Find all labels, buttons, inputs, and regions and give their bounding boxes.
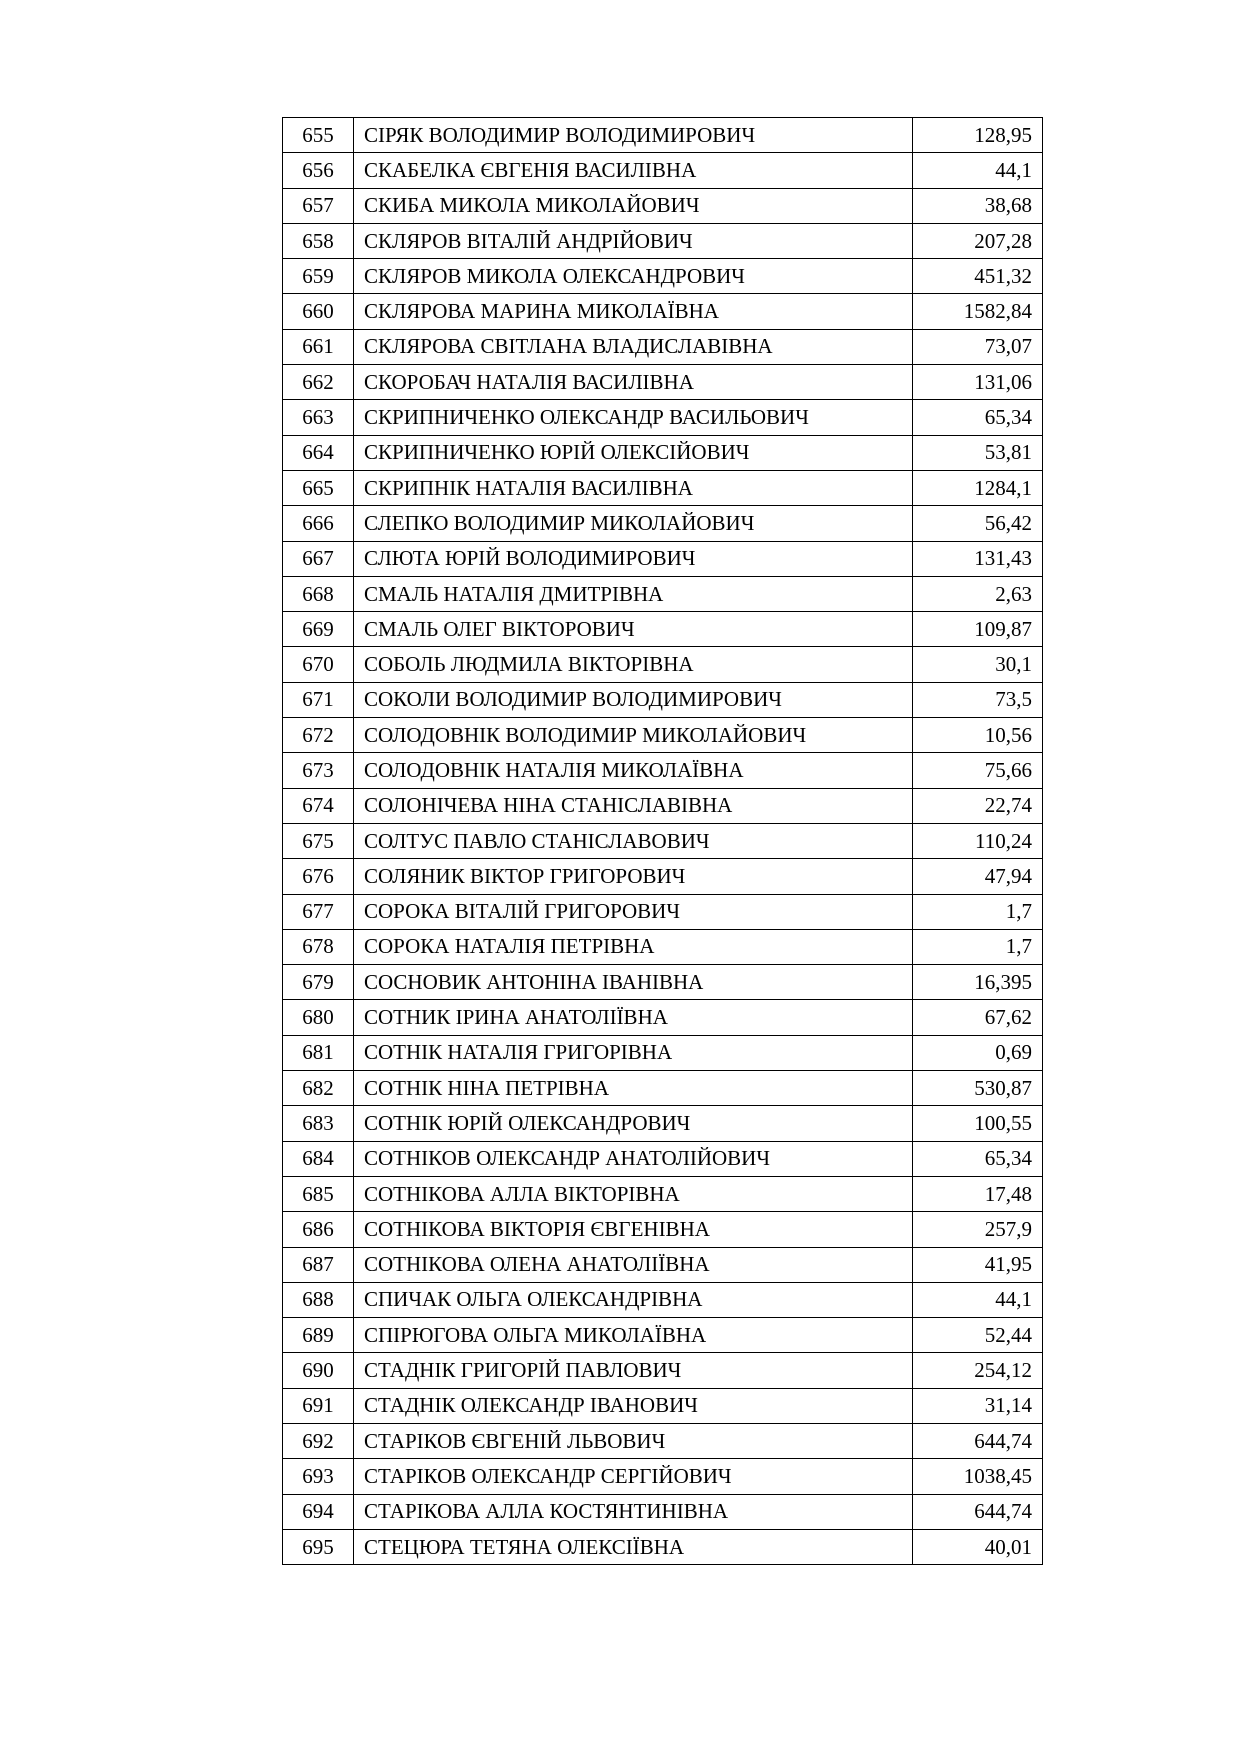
table-row	[283, 1459, 1043, 1494]
table-row	[283, 1247, 1043, 1282]
row-number-cell: 695	[283, 1529, 354, 1564]
amount-cell: 56,42	[913, 506, 1043, 541]
row-number-cell: 685	[283, 1176, 354, 1211]
table-row	[283, 1106, 1043, 1141]
table-row	[283, 188, 1043, 223]
records-table-body	[283, 118, 1043, 1565]
full-name-cell: СОТНИК ІРИНА АНАТОЛІЇВНА	[354, 1000, 913, 1035]
full-name-cell: СКОРОБАЧ НАТАЛІЯ ВАСИЛІВНА	[354, 365, 913, 400]
row-number-cell: 674	[283, 788, 354, 823]
amount-cell: 0,69	[913, 1035, 1043, 1070]
table-row	[283, 470, 1043, 505]
full-name-cell: СОСНОВИК АНТОНІНА ІВАНІВНА	[354, 965, 913, 1000]
amount-cell: 67,62	[913, 1000, 1043, 1035]
row-number-cell: 690	[283, 1353, 354, 1388]
table-row	[283, 894, 1043, 929]
row-number-cell: 673	[283, 753, 354, 788]
amount-cell: 40,01	[913, 1529, 1043, 1564]
row-number-cell: 682	[283, 1071, 354, 1106]
table-row	[283, 118, 1043, 153]
table-row	[283, 753, 1043, 788]
table-row	[283, 929, 1043, 964]
row-number-cell: 672	[283, 718, 354, 753]
row-number-cell: 679	[283, 965, 354, 1000]
row-number-cell: 676	[283, 859, 354, 894]
full-name-cell: СКИБА МИКОЛА МИКОЛАЙОВИЧ	[354, 188, 913, 223]
table-row	[283, 1318, 1043, 1353]
records-table	[282, 117, 1043, 1565]
row-number-cell: 678	[283, 929, 354, 964]
amount-cell: 131,06	[913, 365, 1043, 400]
row-number-cell: 669	[283, 612, 354, 647]
row-number-cell: 665	[283, 470, 354, 505]
table-row	[283, 435, 1043, 470]
full-name-cell: СОТНІК НІНА ПЕТРІВНА	[354, 1071, 913, 1106]
row-number-cell: 660	[283, 294, 354, 329]
row-number-cell: 684	[283, 1141, 354, 1176]
full-name-cell: СОТНІК ЮРІЙ ОЛЕКСАНДРОВИЧ	[354, 1106, 913, 1141]
full-name-cell: СПИЧАК ОЛЬГА ОЛЕКСАНДРІВНА	[354, 1282, 913, 1317]
table-row	[283, 576, 1043, 611]
full-name-cell: СОКОЛИ ВОЛОДИМИР ВОЛОДИМИРОВИЧ	[354, 682, 913, 717]
full-name-cell: СЛЕПКО ВОЛОДИМИР МИКОЛАЙОВИЧ	[354, 506, 913, 541]
row-number-cell: 655	[283, 118, 354, 153]
table-row	[283, 1494, 1043, 1529]
row-number-cell: 680	[283, 1000, 354, 1035]
full-name-cell: СОРОКА НАТАЛІЯ ПЕТРІВНА	[354, 929, 913, 964]
full-name-cell: СТАДНІК ГРИГОРІЙ ПАВЛОВИЧ	[354, 1353, 913, 1388]
amount-cell: 44,1	[913, 1282, 1043, 1317]
table-row	[283, 682, 1043, 717]
row-number-cell: 693	[283, 1459, 354, 1494]
amount-cell: 38,68	[913, 188, 1043, 223]
table-row	[283, 259, 1043, 294]
table-row	[283, 1529, 1043, 1564]
full-name-cell: СОБОЛЬ ЛЮДМИЛА ВІКТОРІВНА	[354, 647, 913, 682]
table-row	[283, 541, 1043, 576]
row-number-cell: 671	[283, 682, 354, 717]
row-number-cell: 691	[283, 1388, 354, 1423]
row-number-cell: 657	[283, 188, 354, 223]
row-number-cell: 677	[283, 894, 354, 929]
row-number-cell: 688	[283, 1282, 354, 1317]
table-row	[283, 1176, 1043, 1211]
amount-cell: 207,28	[913, 223, 1043, 258]
table-row	[283, 365, 1043, 400]
row-number-cell: 664	[283, 435, 354, 470]
row-number-cell: 692	[283, 1423, 354, 1458]
table-row	[283, 718, 1043, 753]
full-name-cell: СОЛОДОВНІК ВОЛОДИМИР МИКОЛАЙОВИЧ	[354, 718, 913, 753]
amount-cell: 65,34	[913, 1141, 1043, 1176]
amount-cell: 73,5	[913, 682, 1043, 717]
amount-cell: 1,7	[913, 894, 1043, 929]
table-row	[283, 1212, 1043, 1247]
full-name-cell: СОЛЯНИК ВІКТОР ГРИГОРОВИЧ	[354, 859, 913, 894]
amount-cell: 451,32	[913, 259, 1043, 294]
full-name-cell: СОТНІКОВА АЛЛА ВІКТОРІВНА	[354, 1176, 913, 1211]
full-name-cell: СОТНІК НАТАЛІЯ ГРИГОРІВНА	[354, 1035, 913, 1070]
row-number-cell: 687	[283, 1247, 354, 1282]
row-number-cell: 661	[283, 329, 354, 364]
full-name-cell: СПІРЮГОВА ОЛЬГА МИКОЛАЇВНА	[354, 1318, 913, 1353]
amount-cell: 1582,84	[913, 294, 1043, 329]
table-row	[283, 1141, 1043, 1176]
full-name-cell: СТАРІКОВ ОЛЕКСАНДР СЕРГІЙОВИЧ	[354, 1459, 913, 1494]
amount-cell: 17,48	[913, 1176, 1043, 1211]
table-row	[283, 153, 1043, 188]
amount-cell: 73,07	[913, 329, 1043, 364]
table-row	[283, 965, 1043, 1000]
amount-cell: 47,94	[913, 859, 1043, 894]
table-row	[283, 223, 1043, 258]
full-name-cell: СКРИПНИЧЕНКО ЮРІЙ ОЛЕКСІЙОВИЧ	[354, 435, 913, 470]
amount-cell: 52,44	[913, 1318, 1043, 1353]
row-number-cell: 667	[283, 541, 354, 576]
full-name-cell: СКЛЯРОВ МИКОЛА ОЛЕКСАНДРОВИЧ	[354, 259, 913, 294]
row-number-cell: 670	[283, 647, 354, 682]
amount-cell: 257,9	[913, 1212, 1043, 1247]
full-name-cell: СКЛЯРОВ ВІТАЛІЙ АНДРІЙОВИЧ	[354, 223, 913, 258]
amount-cell: 10,56	[913, 718, 1043, 753]
full-name-cell: СЛЮТА ЮРІЙ ВОЛОДИМИРОВИЧ	[354, 541, 913, 576]
table-row	[283, 1282, 1043, 1317]
full-name-cell: СІРЯК ВОЛОДИМИР ВОЛОДИМИРОВИЧ	[354, 118, 913, 153]
amount-cell: 1284,1	[913, 470, 1043, 505]
row-number-cell: 658	[283, 223, 354, 258]
table-row	[283, 506, 1043, 541]
full-name-cell: СКРИПНИЧЕНКО ОЛЕКСАНДР ВАСИЛЬОВИЧ	[354, 400, 913, 435]
amount-cell: 44,1	[913, 153, 1043, 188]
full-name-cell: СКЛЯРОВА МАРИНА МИКОЛАЇВНА	[354, 294, 913, 329]
table-row	[283, 859, 1043, 894]
full-name-cell: СОЛТУС ПАВЛО СТАНІСЛАВОВИЧ	[354, 823, 913, 858]
full-name-cell: СМАЛЬ НАТАЛІЯ ДМИТРІВНА	[354, 576, 913, 611]
table-row	[283, 329, 1043, 364]
amount-cell: 75,66	[913, 753, 1043, 788]
row-number-cell: 694	[283, 1494, 354, 1529]
row-number-cell: 666	[283, 506, 354, 541]
full-name-cell: СТЕЦЮРА ТЕТЯНА ОЛЕКСІЇВНА	[354, 1529, 913, 1564]
row-number-cell: 668	[283, 576, 354, 611]
amount-cell: 65,34	[913, 400, 1043, 435]
row-number-cell: 683	[283, 1106, 354, 1141]
row-number-cell: 681	[283, 1035, 354, 1070]
full-name-cell: СОЛОНІЧЕВА НІНА СТАНІСЛАВІВНА	[354, 788, 913, 823]
amount-cell: 1038,45	[913, 1459, 1043, 1494]
amount-cell: 30,1	[913, 647, 1043, 682]
table-row	[283, 1353, 1043, 1388]
amount-cell: 530,87	[913, 1071, 1043, 1106]
row-number-cell: 689	[283, 1318, 354, 1353]
full-name-cell: СМАЛЬ ОЛЕГ ВІКТОРОВИЧ	[354, 612, 913, 647]
table-row	[283, 1035, 1043, 1070]
full-name-cell: СОТНІКОВ ОЛЕКСАНДР АНАТОЛІЙОВИЧ	[354, 1141, 913, 1176]
full-name-cell: СТАДНІК ОЛЕКСАНДР ІВАНОВИЧ	[354, 1388, 913, 1423]
amount-cell: 644,74	[913, 1423, 1043, 1458]
table-row	[283, 1000, 1043, 1035]
amount-cell: 128,95	[913, 118, 1043, 153]
amount-cell: 254,12	[913, 1353, 1043, 1388]
amount-cell: 22,74	[913, 788, 1043, 823]
full-name-cell: СОЛОДОВНІК НАТАЛІЯ МИКОЛАЇВНА	[354, 753, 913, 788]
table-row	[283, 1071, 1043, 1106]
full-name-cell: СОРОКА ВІТАЛІЙ ГРИГОРОВИЧ	[354, 894, 913, 929]
amount-cell: 110,24	[913, 823, 1043, 858]
table-row	[283, 788, 1043, 823]
amount-cell: 644,74	[913, 1494, 1043, 1529]
table-row	[283, 1388, 1043, 1423]
row-number-cell: 662	[283, 365, 354, 400]
row-number-cell: 686	[283, 1212, 354, 1247]
table-row	[283, 612, 1043, 647]
full-name-cell: СКРИПНІК НАТАЛІЯ ВАСИЛІВНА	[354, 470, 913, 505]
amount-cell: 31,14	[913, 1388, 1043, 1423]
table-row	[283, 294, 1043, 329]
full-name-cell: СКЛЯРОВА СВІТЛАНА ВЛАДИСЛАВІВНА	[354, 329, 913, 364]
table-row	[283, 647, 1043, 682]
full-name-cell: СОТНІКОВА ОЛЕНА АНАТОЛІЇВНА	[354, 1247, 913, 1282]
amount-cell: 1,7	[913, 929, 1043, 964]
amount-cell: 109,87	[913, 612, 1043, 647]
row-number-cell: 663	[283, 400, 354, 435]
full-name-cell: СТАРІКОВ ЄВГЕНІЙ ЛЬВОВИЧ	[354, 1423, 913, 1458]
amount-cell: 53,81	[913, 435, 1043, 470]
table-row	[283, 400, 1043, 435]
full-name-cell: СТАРІКОВА АЛЛА КОСТЯНТИНІВНА	[354, 1494, 913, 1529]
amount-cell: 131,43	[913, 541, 1043, 576]
amount-cell: 100,55	[913, 1106, 1043, 1141]
amount-cell: 41,95	[913, 1247, 1043, 1282]
row-number-cell: 675	[283, 823, 354, 858]
amount-cell: 16,395	[913, 965, 1043, 1000]
table-row	[283, 1423, 1043, 1458]
row-number-cell: 656	[283, 153, 354, 188]
table-row	[283, 823, 1043, 858]
row-number-cell: 659	[283, 259, 354, 294]
full-name-cell: СКАБЕЛКА ЄВГЕНІЯ ВАСИЛІВНА	[354, 153, 913, 188]
amount-cell: 2,63	[913, 576, 1043, 611]
full-name-cell: СОТНІКОВА ВІКТОРІЯ ЄВГЕНІВНА	[354, 1212, 913, 1247]
